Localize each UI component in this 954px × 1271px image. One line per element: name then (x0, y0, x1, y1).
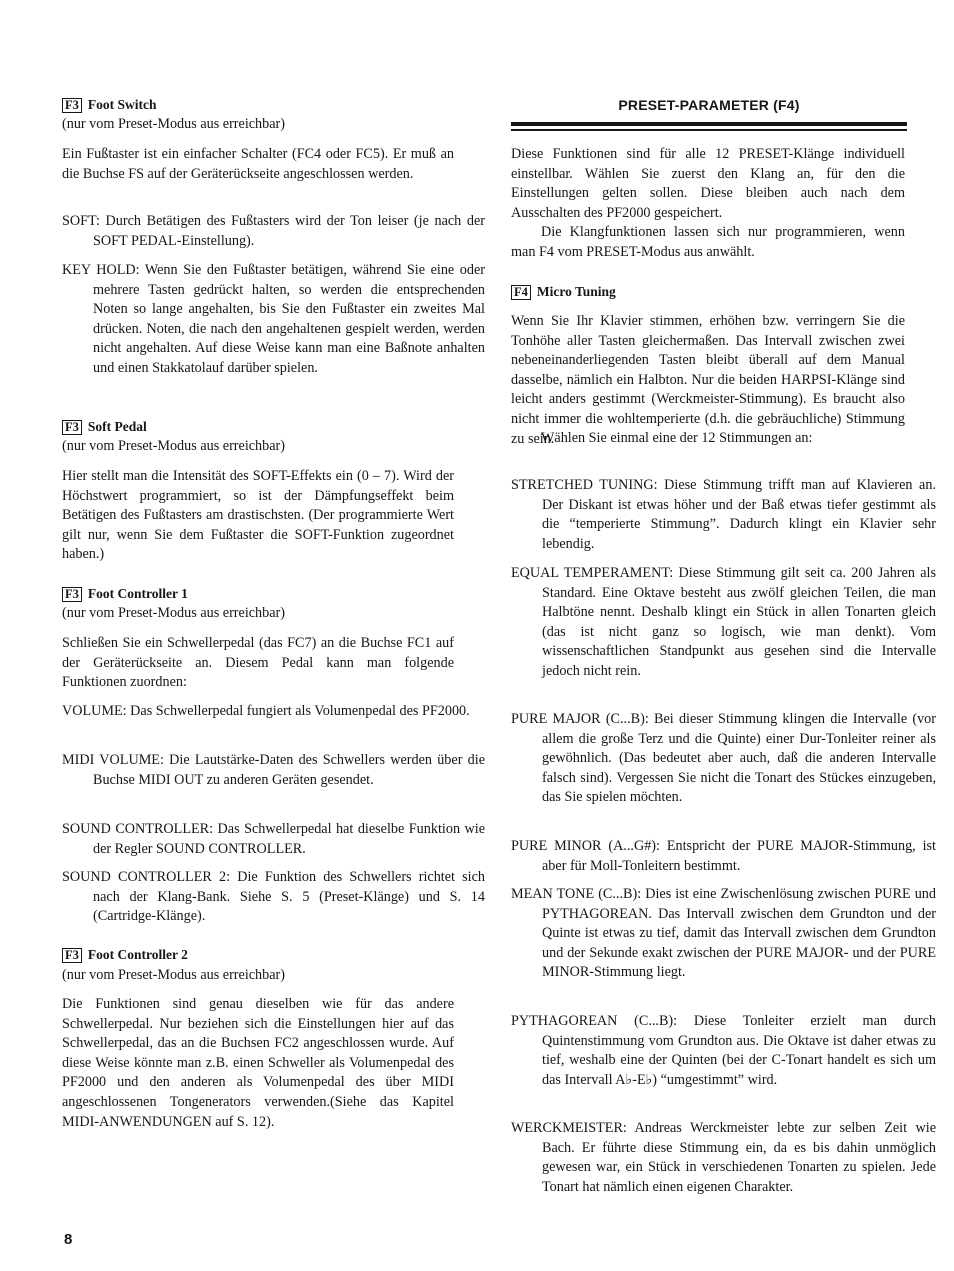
micro-tuning-title: Micro Tuning (536, 284, 616, 299)
pythagorean-description: PYTHAGOREAN (C...B): Diese Tonleiter erzielt man durch Quintenstimmung vom Grundton aus. Die Oktave ist daher etwas zu tief, weshalb eine der Quinten (bei der C-Tonart handelt es sich um das Intervall A♭-E♭) “umgestimmt” wird. (511, 1013, 936, 1088)
foot-controller-2-text: Die Funktionen sind genau dieselben wie für das andere Schwellerpedal. Nur beziehen sich die Einstellungen hier auf das Schwellerpedal, das an die Buchsen FC2 angeschlossen wurde. Auf diese Weise könnte man z.B. einen Schweller als Volumenpedal des PF2000 und den anderen als Volumenpedal des über MIDI angeschlossenen Tongenerators verwenden.(Siehe das Kapitel MIDI-ANWENDUNGEN auf S. 12). (62, 996, 454, 1130)
foot-controller-2-title: Foot Controller 2 (87, 947, 188, 962)
micro-tuning-text-2: Wählen Sie einmal eine der 12 Stimmungen an: (541, 430, 813, 446)
foot-controller-1-heading (62, 585, 188, 603)
function-key-label: F3 (62, 420, 82, 435)
function-key-label: F3 (62, 98, 82, 113)
midi-volume-description: MIDI VOLUME: Die Lautstärke-Daten des Schwellers werden über die Buchse MIDI OUT zu anderen Geräten gesendet. (62, 752, 485, 788)
soft-pedal-text: Hier stellt man die Intensität des SOFT-Effekts ein (0 – 7). Wird der Höchstwert programmiert, so ist der Dämpfungseffekt beim Betätigen des Fußtasters am drastischsten. (Der programmierte Wert gilt nur, wenn Sie dem Fußtaster die SOFT-Funktion zugeordnet haben.) (62, 468, 454, 563)
pure-major-description: PURE MAJOR (C...B): Bei dieser Stimmung klingen die Intervalle (vor allem die große Terz und die Quinte) einer Dur-Tonleiter reiner als gewöhnlich. (Das bedeutet aber auch, daß die anderen Intervalle falsch sind). Vergessen Sie nicht die Tonart des Stückes einzugeben, das Sie spielen möchten. (511, 711, 936, 806)
soft-description: SOFT: Durch Betätigen des Fußtasters wird der Ton leiser (je nach der SOFT PEDAL-Einstellung). (62, 213, 485, 249)
werckmeister-description: WERCKMEISTER: Andreas Werckmeister lebte zur selben Zeit wie Bach. Er führte diese Stimmung ein, da es bis dahin unmöglich gewesen war, ein Stück in verschiedenen Tonarten zu spielen. Jede Tonart hat nämlich einen eigenen Charakter. (511, 1120, 936, 1195)
mean-tone-description: MEAN TONE (C...B): Dies ist eine Zwischenlösung zwischen PURE und PYTHAGOREAN. Das Intervall zwischen dem Grundton und der Quinte ist etwas zu tief, damit das Intervall zwischen dem Grundton und der Sekunde exakt zwischen der PURE MAJOR- und der PURE MINOR-Stimmung liegt. (511, 886, 936, 981)
equal-temperament-description: EQUAL TEMPERAMENT: Diese Stimmung gilt seit ca. 200 Jahren als Standard. Eine Oktave besteht aus zwölf gleichen Teilen, die man Halbtöne nennt. Deshalb klingt ein Stück in allen Tonarten gleich (das ist nicht ganz so logisch, wie man denkt). Vom wissenschaftlichen Standpunkt aus gesehen sind die Intervalle jedoch nicht rein. (511, 565, 936, 679)
function-key-label: F3 (62, 948, 82, 963)
micro-tuning-heading (511, 283, 616, 301)
foot-switch-title: Foot Switch (87, 97, 157, 112)
soft-pedal-title: Soft Pedal (87, 419, 147, 434)
soft-pedal-heading (62, 418, 147, 436)
foot-controller-1-subtitle: (nur vom Preset-Modus aus erreichbar) (62, 605, 285, 621)
preset-intro-2: Die Klangfunktionen lassen sich nur programmieren, wenn man F4 vom PRESET-Modus aus anwählt. (511, 224, 905, 260)
soft-pedal-subtitle: (nur vom Preset-Modus aus erreichbar) (62, 438, 285, 454)
pure-minor-description: PURE MINOR (A...G#): Entspricht der PURE MAJOR-Stimmung, ist aber für Moll-Tonleitern bestimmt. (511, 838, 936, 874)
sound-controller-description: SOUND CONTROLLER: Das Schwellerpedal hat dieselbe Funktion wie der Regler SOUND CONTROLLER. (62, 821, 485, 857)
micro-tuning-text-1: Wenn Sie Ihr Klavier stimmen, erhöhen bzw. verringern Sie die Tonhöhe aller Tasten gleichermaßen. Das Intervall zwischen zwei nebeneinanderliegenden Tasten bleibt überall auf dem Manual dasselbe, nämlich ein Halbton. Nur die beiden HARPSI-Klänge sind leicht anders gestimmt (Werckmeister-Stimmung). Es braucht also nicht immer die wohltemperierte (d.h. die gebräuchliche) Stimmung zu sein. (511, 313, 905, 447)
foot-switch-subtitle: (nur vom Preset-Modus aus erreichbar) (62, 116, 285, 132)
function-key-label: F4 (511, 285, 531, 300)
key-hold-description: KEY HOLD: Wenn Sie den Fußtaster betätigen, während Sie eine oder mehrere Tasten gedrückt halten, so werden die entsprechenden Noten so lange angehalten, bis Sie den Fußtaster ein zweites Mal drücken. Noten, die nach den angehaltenen gespielt werden, werden nicht angehalten. Auf diese Weise kann man eine Baßnote anhalten und einen Stakkatolauf darüber spielen. (62, 262, 485, 376)
sound-controller-2-description: SOUND CONTROLLER 2: Die Funktion des Schwellers richtet sich nach der Klang-Bank. Siehe S. 5 (Preset-Klänge) und S. 14 (Cartridge-Klänge). (62, 869, 485, 925)
page-number: 8 (64, 1231, 73, 1248)
title-rule-thick (511, 122, 907, 126)
foot-switch-heading (62, 96, 157, 114)
function-key-label: F3 (62, 587, 82, 602)
foot-controller-2-heading (62, 946, 188, 964)
foot-controller-1-intro: Schließen Sie ein Schwellerpedal (das FC7) an die Buchse FC1 auf der Geräterückseite an. Diesem Pedal kann man folgende Funktionen zuordnen: (62, 635, 454, 691)
foot-controller-1-title: Foot Controller 1 (87, 586, 188, 601)
preset-intro-1: Diese Funktionen sind für alle 12 PRESET-Klänge individuell einstellbar. Wählen Sie zuerst den Klang an, für den die Einstellungen gelten sollen. Diese bleiben auch nach dem Ausschalten des PF2000 gespeichert. (511, 146, 905, 221)
stretched-tuning-description: STRETCHED TUNING: Diese Stimmung trifft man auf Klavieren an. Der Diskant ist etwas höher und der Baß etwas tiefer gestimmt als die “temperierte Stimmung”. Dadurch klingt ein Klavier sehr lebendig. (511, 477, 936, 552)
volume-description: VOLUME: Das Schwellerpedal fungiert als Volumenpedal des PF2000. (62, 703, 470, 719)
section-title: PRESET-PARAMETER (F4) (618, 97, 800, 113)
foot-controller-2-subtitle: (nur vom Preset-Modus aus erreichbar) (62, 967, 285, 983)
title-rule-thin (511, 129, 907, 131)
foot-switch-intro: Ein Fußtaster ist ein einfacher Schalter (FC4 oder FC5). Er muß an die Buchse FS auf der Geräterückseite angeschlossen werden. (62, 146, 454, 182)
